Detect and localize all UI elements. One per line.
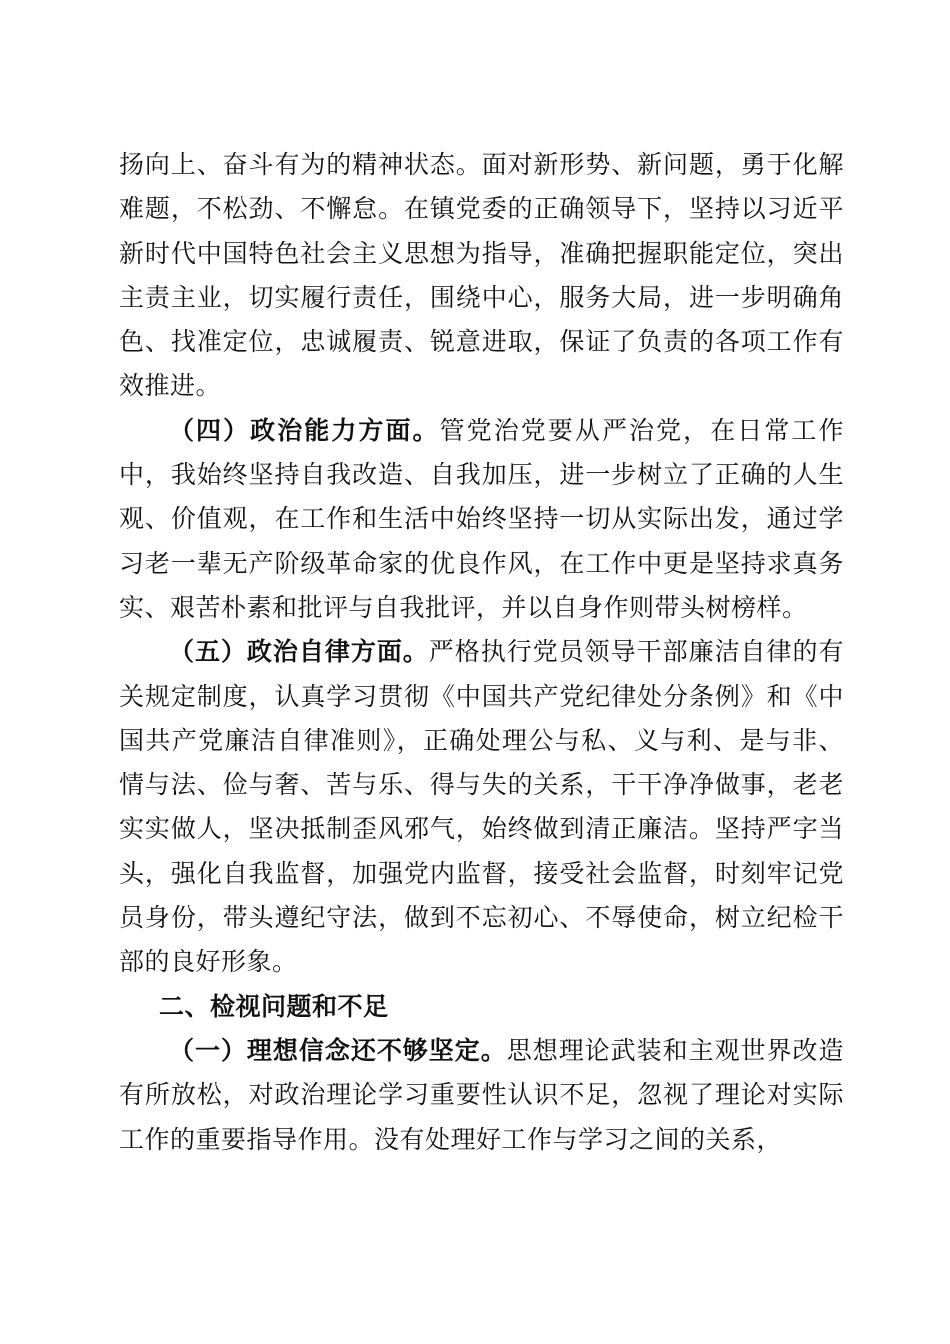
paragraph-text: 扬向上、奋斗有为的精神状态。面对新形势、新问题，勇于化解难题，不松劲、不懈怠。在镇党委的正确领导下，坚持以习近平新时代中国特色社会主义思想为指导，准确把握职能定位，突出主责主业，切实履行责任，围绕中心，服务大局，进一步明确角色、找准定位，忠诚履责、锐意进取，保证了负责的各项工作有效推进。 [119,150,844,401]
paragraph-text: 管党治党要从严治党，在日常工作中，我始终坚持自我改造、自我加压，进一步树立了正确的人生观、价值观，在工作和生活中始终坚持一切从实际出发，通过学习老一辈无产阶级革命家的优良作风，在工作中更是坚持求真务实、艰苦朴素和批评与自我批评，并以自身作则带头树榜样。 [119,415,844,622]
paragraph-text: 思想理论武装和主观世界改造有所放松，对政治理论学习重要性认识不足，忽视了理论对实际工作的重要指导作用。没有处理好工作与学习之间的关系， [119,1035,844,1154]
document-body [119,143,844,1162]
paragraph-text: 严格执行党员领导干部廉洁自律的有关规定制度，认真学习贯彻《中国共产党纪律处分条例》和《中国共产党廉洁自律准则》，正确处理公与私、义与利、是与非、情与法、俭与奢、苦与乐、得与失的关系，干干净净做事，老老实实做人，坚决抵制歪风邪气，始终做到清正廉洁。坚持严字当头，强化自我监督，加强党内监督，接受社会监督，时刻牢记党员身份，带头遵纪守法，做到不忘初心、不辱使命，树立纪检干部的良好形象。 [119,637,844,977]
paragraph-continuation [119,143,844,409]
section-heading: 二、检视问题和不足 [159,991,389,1021]
paragraph-political-ability [119,409,844,630]
paragraph-political-discipline [119,630,844,984]
paragraph-ideals-beliefs [119,1029,844,1162]
paragraph-lead: （一）理想信念还不够坚定。 [169,1035,507,1065]
paragraph-lead: （四）政治能力方面。 [169,415,440,445]
paragraph-lead: （五）政治自律方面。 [169,637,429,667]
